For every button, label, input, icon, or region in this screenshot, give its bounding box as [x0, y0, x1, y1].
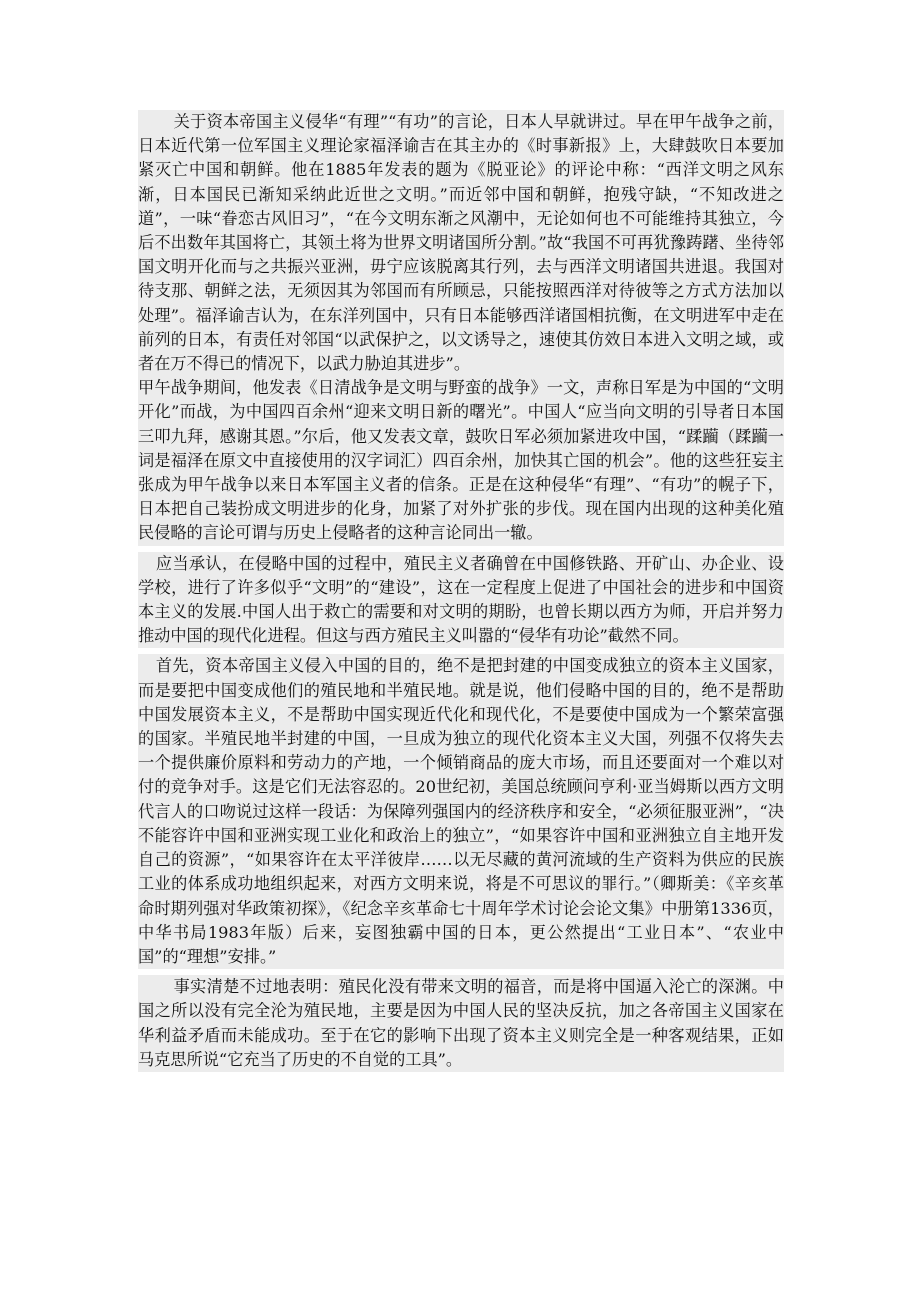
paragraph-5: 事实清楚不过地表明：殖民化没有带来文明的福音，而是将中国逼入沦亡的深渊。中国之所以没有完全沦为殖民地，主要是因为中国人民的坚决反抗，加之各帝国主义国家在华利益矛盾而未能成功。至于在它的影响下出现了资本主义则完全是一种客观结果，正如马克思所说“它充当了历史的不自觉的工具”。 [138, 975, 784, 1072]
document-page [138, 110, 784, 1072]
paragraph-4: 首先，资本帝国主义侵入中国的目的，绝不是把封建的中国变成独立的资本主义国家，而是要把中国变成他们的殖民地和半殖民地。就是说，他们侵略中国的目的，绝不是帮助中国发展资本主义，不是帮助中国实现近代化和现代化，不是要使中国成为一个繁荣富强的国家。半殖民地半封建的中国，一旦成为独立的现代化资本主义大国，列强不仅将失去一个提供廉价原料和劳动力的产地，一个倾销商品的庞大市场，而且还要面对一个难以对付的竞争对手。这是它们无法容忍的。20世纪初，美国总统顾问亨利·亚当姆斯以西方文明代言人的口吻说过这样一段话：为保障列强国内的经济秩序和安全，“必须征服亚洲”，“决不能容许中国和亚洲实现工业化和政治上的独立”，“如果容许中国和亚洲独立自主地开发自己的资源”，“如果容许在太平洋彼岸……以无尽藏的黄河流域的生产资料为供应的民族工业的体系成功地组织起来，对西方文明来说，将是不可思议的罪行。”（卿斯美：《辛亥革命时期列强对华政策初探》，《纪念辛亥革命七十周年学术讨论会论文集》中册第1336页，中华书局1983年版）后来，妄图独霸中国的日本，更公然提出“工业日本”、“农业中国”的“理想”安排。” [138, 654, 784, 969]
paragraph-1: 关于资本帝国主义侵华“有理”“有功”的言论，日本人早就讲过。早在甲午战争之前，日本近代第一位军国主义理论家福泽谕吉在其主办的《时事新报》上，大肆鼓吹日本要加紧灭亡中国和朝鲜。他在1885年发表的题为《脱亚论》的评论中称：“西洋文明之风东渐，日本国民已渐知采纳此近世之文明。”而近邻中国和朝鲜，抱残守缺，“不知改进之道”，一味“眷恋古风旧习”，“在今文明东渐之风潮中，无论如何也不可能维持其独立，今后不出数年其国将亡，其领土将为世界文明诸国所分割。”故“我国不可再犹豫踌躇、坐待邻国文明开化而与之共振兴亚洲，毋宁应该脱离其行列，去与西洋文明诸国共进退。我国对待支那、朝鲜之法，无须因其为邻国而有所顾忌，只能按照西洋对待彼等之方式方法加以处理”。福泽谕吉认为，在东洋列国中，只有日本能够西洋诸国相抗衡，在文明进军中走在前列的日本，有责任对邻国“以武保护之，以文诱导之，速使其仿效日本进入文明之域，或者在万不得已的情况下，以武力胁迫其进步”。 [138, 110, 784, 376]
paragraph-3: 应当承认，在侵略中国的过程中，殖民主义者确曾在中国修铁路、开矿山、办企业、设学校，进行了许多似乎“文明”的“建设”，这在一定程度上促进了中国社会的进步和中国资本主义的发展.中国人出于救亡的需要和对文明的期盼，也曾长期以西方为师，开启并努力推动中国的现代化进程。但这与西方殖民主义叫嚣的“侵华有功论”截然不同。 [138, 552, 784, 649]
paragraph-2: 甲午战争期间，他发表《日清战争是文明与野蛮的战争》一文，声称日军是为中国的“文明开化”而战，为中国四百余州“迎来文明日新的曙光”。中国人“应当向文明的引导者日本国三叩九拜，感谢其恩。”尔后，他又发表文章，鼓吹日军必须加紧进攻中国，“蹂躏（蹂躏一词是福泽在原文中直接使用的汉字词汇）四百余州，加快其亡国的机会”。他的这些狂妄主张成为甲午战争以来日本军国主义者的信条。正是在这种侵华“有理”、“有功”的幌子下，日本把自己装扮成文明进步的化身，加紧了对外扩张的步伐。现在国内出现的这种美化殖民侵略的言论可谓与历史上侵略者的这种言论同出一辙。 [138, 376, 784, 545]
